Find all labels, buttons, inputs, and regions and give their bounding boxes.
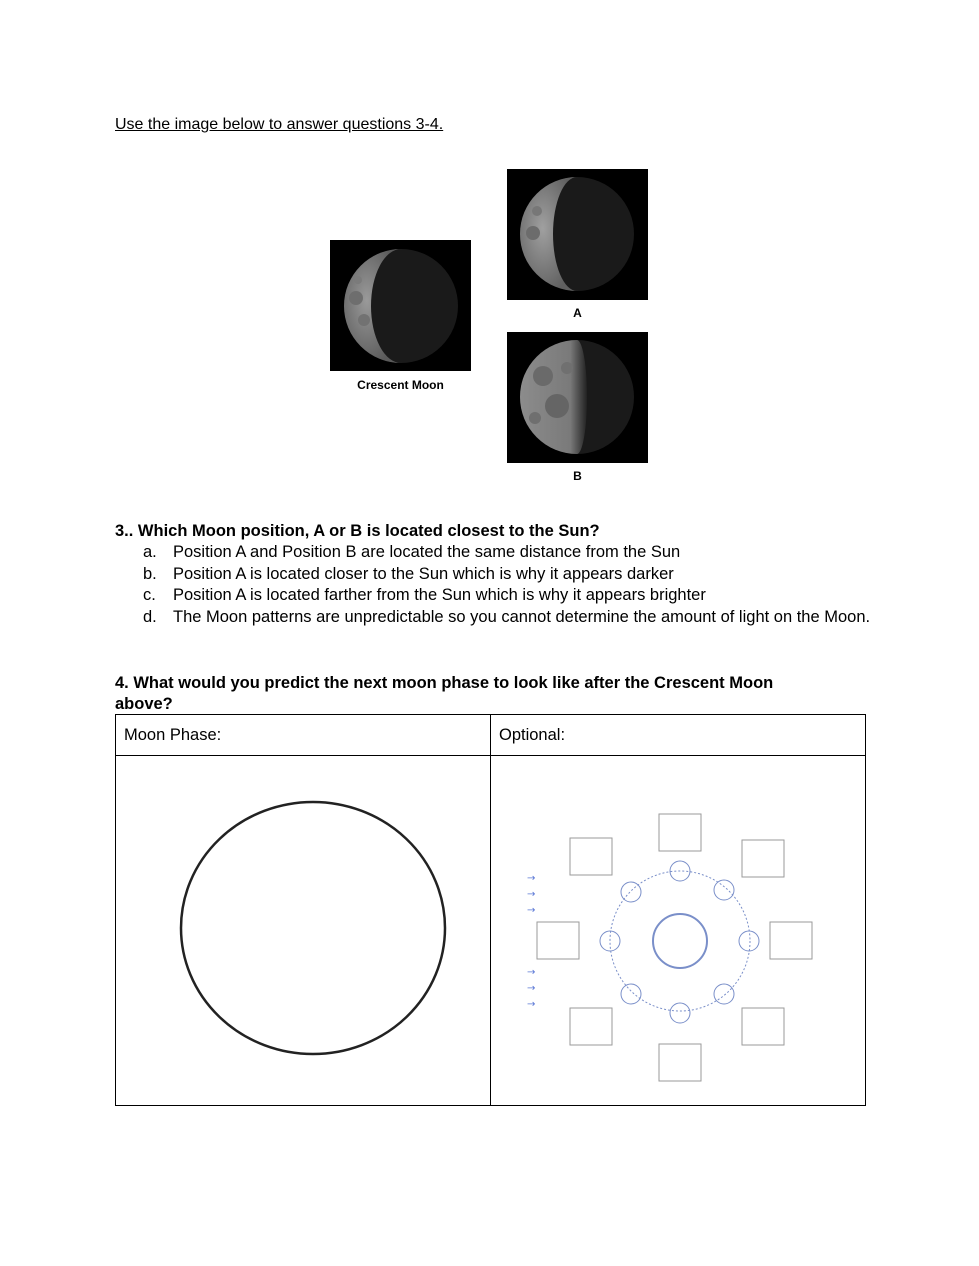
phase-box-bottom-left[interactable] <box>570 1008 612 1045</box>
phase-box-top-right[interactable] <box>742 840 784 877</box>
sunlight-arrow-icon: → <box>527 905 536 916</box>
moon-phase-header: Moon Phase: <box>116 715 491 756</box>
orbit-diagram-area[interactable] <box>491 756 866 1106</box>
moon-orbit-pos-7 <box>714 984 734 1004</box>
moon-b-image <box>507 332 648 463</box>
option-d[interactable]: d. The Moon patterns are unpredictable so you cannot determine the amount of light on the Moon. <box>143 607 871 626</box>
optional-header: Optional: <box>491 715 866 756</box>
question-3-options <box>115 542 875 628</box>
option-c[interactable]: c. Position A is located farther from the Sun which is why it appears brighter <box>143 586 706 604</box>
sunlight-arrow-icon: → <box>527 889 536 900</box>
moon-phase-drawing-area[interactable] <box>116 756 491 1106</box>
moon-orbit-pos-8 <box>670 1003 690 1023</box>
orbit-path <box>610 871 750 1011</box>
sunlight-arrow-icon: → <box>527 873 536 884</box>
phase-box-left[interactable] <box>537 922 579 959</box>
moon-a-caption: A <box>573 306 582 320</box>
option-b[interactable]: b. Position A is located closer to the Sun which is why it appears darker <box>143 564 674 583</box>
sunlight-arrow-icon: → <box>527 999 536 1010</box>
phase-box-top-left[interactable] <box>570 838 612 875</box>
phase-box-bottom[interactable] <box>659 1044 701 1081</box>
answer-table <box>115 714 866 1106</box>
question-4: 4. What would you predict the next moon phase to look like after the Crescent Moon above? <box>115 674 774 713</box>
option-a[interactable]: a. Position A and Position B are located the same distance from the Sun <box>143 543 681 561</box>
moon-orbit-pos-2 <box>621 882 641 902</box>
moon-orbit-pos-6 <box>621 984 641 1004</box>
moon-orbit-pos-3 <box>714 880 734 900</box>
sunlight-arrow-icon: → <box>527 967 536 978</box>
earth-circle <box>653 914 707 968</box>
crescent-moon-image <box>330 240 471 371</box>
crescent-moon-caption: Crescent Moon <box>357 378 444 392</box>
phase-box-top[interactable] <box>659 814 701 851</box>
phase-box-right[interactable] <box>770 922 812 959</box>
instructions-text: Use the image below to answer questions 3-4. <box>115 116 444 133</box>
moon-orbit-pos-5 <box>739 931 759 951</box>
blank-moon-circle[interactable] <box>181 802 445 1054</box>
question-3: 3.. Which Moon position, A or B is located closest to the Sun? <box>115 522 600 540</box>
sunlight-arrow-icon: → <box>527 983 536 994</box>
moon-b-caption: B <box>573 469 582 483</box>
phase-box-bottom-right[interactable] <box>742 1008 784 1045</box>
moon-a-image <box>507 169 648 300</box>
